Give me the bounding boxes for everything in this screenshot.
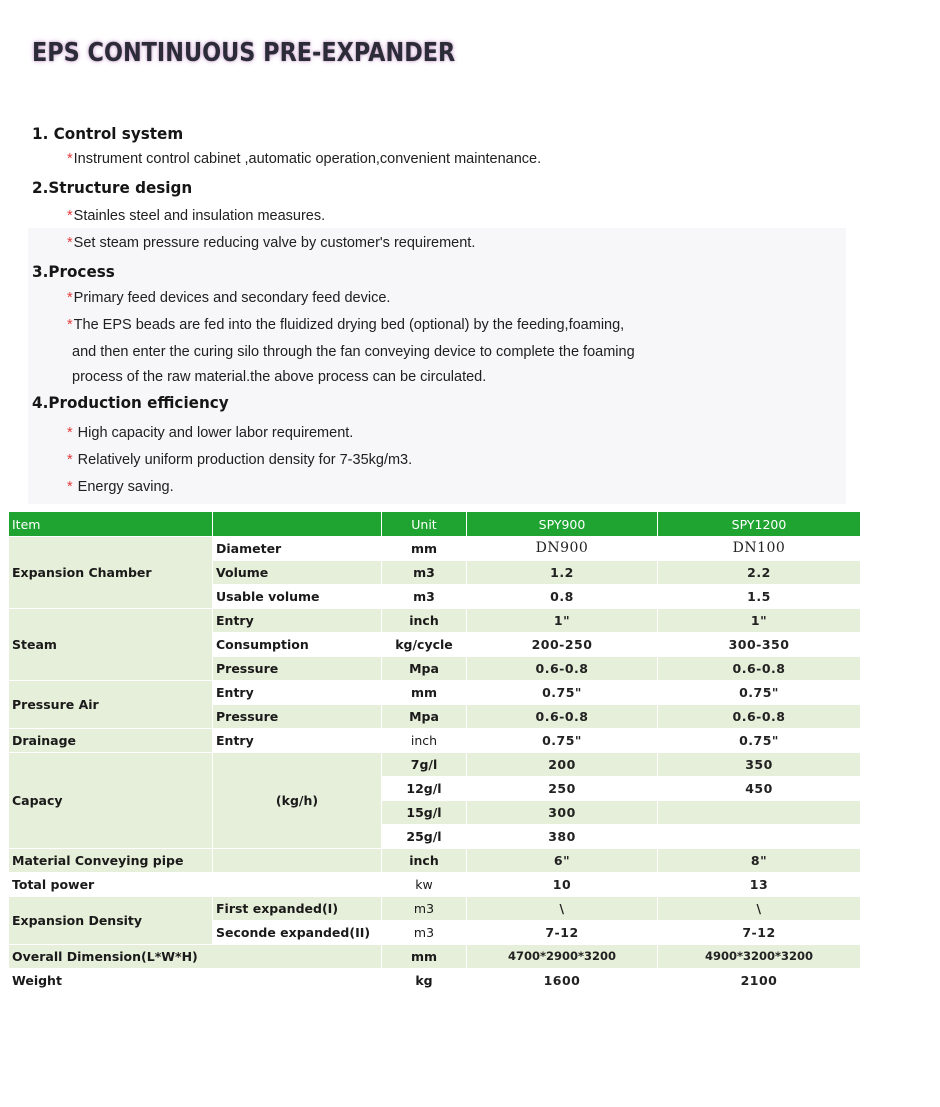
unit-cell: m3 bbox=[382, 897, 467, 921]
item-cell: Total power bbox=[9, 873, 213, 897]
bullet-text: High capacity and lower labor requirement. bbox=[73, 425, 354, 441]
value-cell: 250 bbox=[467, 777, 658, 801]
bullet-mark: * bbox=[67, 425, 73, 441]
value-cell: 200-250 bbox=[467, 633, 658, 657]
bullet-text: Relatively uniform production density for 7-35kg/m3. bbox=[73, 452, 413, 468]
table-row bbox=[9, 897, 861, 921]
bullet-text: Primary feed devices and secondary feed device. bbox=[73, 290, 391, 306]
unit-cell: 15g/l bbox=[382, 801, 467, 825]
value-cell: 1" bbox=[467, 609, 658, 633]
table-row bbox=[9, 849, 861, 873]
unit-cell: mm bbox=[382, 537, 467, 561]
value-cell: 0.75" bbox=[658, 681, 861, 705]
value-cell: 1.5 bbox=[658, 585, 861, 609]
table-header-row bbox=[9, 512, 861, 537]
group-cell-steam: Steam bbox=[9, 609, 213, 681]
value-cell: 6" bbox=[467, 849, 658, 873]
param-cell: Consumption bbox=[213, 633, 382, 657]
value-cell: 7-12 bbox=[658, 921, 861, 945]
table-row bbox=[9, 945, 861, 969]
unit-cell: m3 bbox=[382, 561, 467, 585]
value-cell: 0.6-0.8 bbox=[658, 657, 861, 681]
table-row bbox=[9, 609, 861, 633]
value-cell: 10 bbox=[467, 873, 658, 897]
item-cell: Weight bbox=[9, 969, 213, 993]
value-cell: 2.2 bbox=[658, 561, 861, 585]
bullet-item bbox=[67, 317, 624, 333]
param-cell: Pressure bbox=[213, 705, 382, 729]
unit-cell: 25g/l bbox=[382, 825, 467, 849]
unit-cell: mm bbox=[382, 945, 467, 969]
value-cell: \ bbox=[658, 897, 861, 921]
value-cell: 0.75" bbox=[467, 729, 658, 753]
page-title: EPS CONTINUOUS PRE-EXPANDER bbox=[32, 38, 456, 68]
unit-cell: mm bbox=[382, 681, 467, 705]
bullet-item bbox=[67, 208, 325, 224]
group-cell-expansion-density: Expansion Density bbox=[9, 897, 213, 945]
param-cell: Entry bbox=[213, 681, 382, 705]
header-cell: SPY1200 bbox=[658, 512, 861, 537]
param-cell: Entry bbox=[213, 729, 382, 753]
bullet-continuation: process of the raw material.the above process can be circulated. bbox=[72, 369, 487, 385]
param-cell: Usable volume bbox=[213, 585, 382, 609]
value-cell: 300-350 bbox=[658, 633, 861, 657]
section-heading-process: 3.Process bbox=[32, 262, 115, 281]
item-cell: Overall Dimension(L*W*H) bbox=[9, 945, 382, 969]
bullet-text: The EPS beads are fed into the fluidized drying bed (optional) by the feeding,foaming, bbox=[73, 317, 625, 333]
param-cell: First expanded(I) bbox=[213, 897, 382, 921]
table-row bbox=[9, 729, 861, 753]
param-cell: Diameter bbox=[213, 537, 382, 561]
group-cell-drainage: Drainage bbox=[9, 729, 213, 753]
group-cell-capacity: Capacy bbox=[9, 753, 213, 849]
capacity-unit-cell: (kg/h) bbox=[213, 753, 382, 849]
value-cell bbox=[658, 825, 861, 849]
param-cell bbox=[213, 969, 382, 993]
spec-table bbox=[8, 511, 861, 993]
table-row bbox=[9, 681, 861, 705]
value-cell: 450 bbox=[658, 777, 861, 801]
value-cell bbox=[658, 801, 861, 825]
section-heading-production-efficiency: 4.Production efficiency bbox=[32, 393, 229, 412]
unit-cell: Mpa bbox=[382, 657, 467, 681]
bullet-item bbox=[67, 235, 475, 251]
value-cell: 300 bbox=[467, 801, 658, 825]
value-cell: 0.75" bbox=[658, 729, 861, 753]
unit-cell: inch bbox=[382, 729, 467, 753]
value-cell: 200 bbox=[467, 753, 658, 777]
bullet-text: Set steam pressure reducing valve by customer's requirement. bbox=[73, 235, 476, 251]
value-cell: \ bbox=[467, 897, 658, 921]
value-cell: DN100 bbox=[658, 537, 861, 561]
header-cell: Item bbox=[9, 512, 213, 537]
value-cell: 4700*2900*3200 bbox=[467, 945, 658, 969]
value-cell: 350 bbox=[658, 753, 861, 777]
table-row bbox=[9, 537, 861, 561]
value-cell: 1" bbox=[658, 609, 861, 633]
param-cell: Seconde expanded(II) bbox=[213, 921, 382, 945]
value-cell: 0.6-0.8 bbox=[658, 705, 861, 729]
value-cell: 7-12 bbox=[467, 921, 658, 945]
param-cell bbox=[213, 849, 382, 873]
section-heading-structure-design: 2.Structure design bbox=[32, 178, 193, 197]
value-cell: 1.2 bbox=[467, 561, 658, 585]
value-cell: 13 bbox=[658, 873, 861, 897]
bullet-text: Stainles steel and insulation measures. bbox=[73, 208, 326, 224]
bullet-mark: * bbox=[67, 290, 73, 306]
unit-cell: 12g/l bbox=[382, 777, 467, 801]
value-cell: 0.6-0.8 bbox=[467, 705, 658, 729]
value-cell: 0.8 bbox=[467, 585, 658, 609]
header-cell: Unit bbox=[382, 512, 467, 537]
value-cell: 0.75" bbox=[467, 681, 658, 705]
header-cell bbox=[213, 512, 382, 537]
table-row bbox=[9, 969, 861, 993]
unit-cell: m3 bbox=[382, 585, 467, 609]
unit-cell: inch bbox=[382, 849, 467, 873]
item-cell: Material Conveying pipe bbox=[9, 849, 213, 873]
value-cell: 8" bbox=[658, 849, 861, 873]
bullet-mark: * bbox=[67, 479, 73, 495]
bullet-item bbox=[67, 151, 541, 167]
bullet-continuation: and then enter the curing silo through the fan conveying device to complete the foaming bbox=[72, 344, 635, 360]
param-cell: Pressure bbox=[213, 657, 382, 681]
bullet-mark: * bbox=[67, 317, 73, 333]
value-cell: 2100 bbox=[658, 969, 861, 993]
param-cell: Entry bbox=[213, 609, 382, 633]
unit-cell: Mpa bbox=[382, 705, 467, 729]
table-row bbox=[9, 873, 861, 897]
param-cell bbox=[213, 873, 382, 897]
section-heading-control-system: 1. Control system bbox=[32, 124, 184, 143]
value-cell: 1600 bbox=[467, 969, 658, 993]
unit-cell: m3 bbox=[382, 921, 467, 945]
value-cell: 0.6-0.8 bbox=[467, 657, 658, 681]
bullet-text: Instrument control cabinet ,automatic operation,convenient maintenance. bbox=[73, 151, 542, 167]
bullet-item bbox=[67, 479, 174, 495]
bullet-item bbox=[67, 452, 412, 468]
unit-cell: kg/cycle bbox=[382, 633, 467, 657]
bullet-item bbox=[67, 425, 353, 441]
table-row bbox=[9, 753, 861, 777]
bullet-mark: * bbox=[67, 452, 73, 468]
unit-cell: kw bbox=[382, 873, 467, 897]
bullet-mark: * bbox=[67, 151, 73, 167]
bullet-item bbox=[67, 290, 390, 306]
group-cell-expansion-chamber: Expansion Chamber bbox=[9, 537, 213, 609]
value-cell: 4900*3200*3200 bbox=[658, 945, 861, 969]
bullet-mark: * bbox=[67, 235, 73, 251]
group-cell-pressure-air: Pressure Air bbox=[9, 681, 213, 729]
value-cell: 380 bbox=[467, 825, 658, 849]
unit-cell: kg bbox=[382, 969, 467, 993]
unit-cell: 7g/l bbox=[382, 753, 467, 777]
header-cell: SPY900 bbox=[467, 512, 658, 537]
unit-cell: inch bbox=[382, 609, 467, 633]
bullet-text: Energy saving. bbox=[73, 479, 174, 495]
value-cell: DN900 bbox=[467, 537, 658, 561]
param-cell: Volume bbox=[213, 561, 382, 585]
bullet-mark: * bbox=[67, 208, 73, 224]
